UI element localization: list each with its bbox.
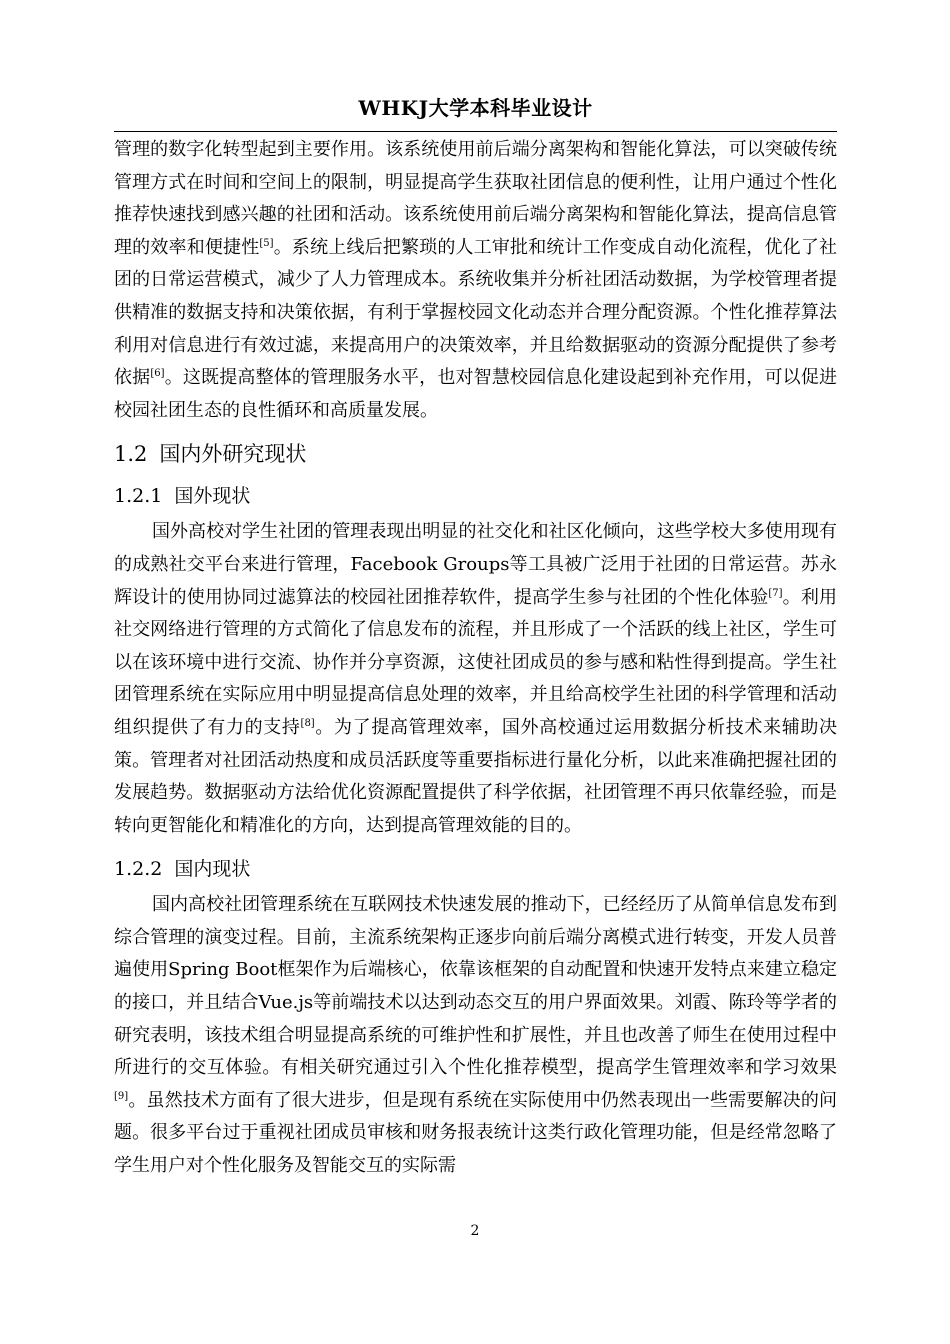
citation-ref: [6]: [150, 368, 165, 380]
section-number: 1.2.1: [114, 485, 163, 508]
paragraph-domestic-status: [114, 889, 837, 1182]
paragraph-text: 管理的数字化转型起到主要作用。该系统使用前后端分离架构和智能化算法，可以突破传统管理方式在时间和空间上的限制，明显提高学生获取社团信息的便利性，让用户通过个性化推荐快速找到感兴趣的社团和活动。该系统使用前后端分离架构和智能化算法，提高信息管理的效率和便捷性: [114, 139, 837, 258]
paragraph-text: 。这既提高整体的管理服务水平，也对智慧校园信息化建设起到补充作用，可以促进校园社团生态的良性循环和高质量发展。: [114, 367, 838, 421]
section-number: 1.2: [114, 442, 148, 467]
header-rule: [114, 131, 837, 132]
paragraph-text: 。系统上线后把繁琐的人工审批和统计工作变成自动化流程，优化了社团的日常运营模式，减少了人力管理成本。系统收集并分析社团活动数据，为学校管理者提供精准的数据支持和决策依据，有利于掌握校园文化动态并合理分配资源。个性化推荐算法利用对信息进行有效过滤，来提高用户的决策效率，并且给数据驱动的资源分配提供了参考依据: [114, 236, 838, 389]
page-header-title: WHKJ大学本科毕业设计: [358, 96, 593, 120]
paragraph-text: 。虽然技术方面有了很大进步，但是现有系统在实际使用中仍然表现出一些需要解决的问题。很多平台过于重视社团成员审核和财务报表统计这类行政化管理功能，但是经常忽略了学生用户对个性化服务及智能交互的实际需: [114, 1089, 837, 1177]
section-heading-1-2-2: [114, 855, 837, 883]
citation-ref: [7]: [768, 587, 783, 599]
paragraph-text: 国外高校对学生社团的管理表现出明显的社交化和社区化倾向，这些学校大多使用现有的成熟社交平台来进行管理，Facebook Groups等工具被广泛用于社团的日常运营。苏永辉设计的使用协同过滤算法的校园社团推荐软件，提高学生参与社团的个性化体验: [114, 521, 837, 608]
section-title: 国内现状: [174, 858, 251, 881]
section-title: 国内外研究现状: [159, 442, 307, 467]
page-content: [114, 134, 837, 1183]
paragraph-text: 国内高校社团管理系统在互联网技术快速发展的推动下，已经经历了从简单信息发布到综合管理的演变过程。目前，主流系统架构正逐步向前后端分离模式进行转变，开发人员普遍使用Spring Boot框架作为后端核心，依靠该框架的自动配置和快速开发特点来建立稳定的接口，并且结合Vue.js等前端技术以达到动态交互的用户界面效果。刘霞、陈玲等学者的研究表明，该技术组合明显提高系统的可维护性和扩展性，并且也改善了师生在使用过程中所进行的交互体验。有相关研究通过引入个性化推荐模型，提高学生管理效率和学习效果: [114, 894, 837, 1079]
paragraph-foreign-status: [114, 516, 837, 842]
citation-ref: [8]: [300, 717, 315, 729]
section-number: 1.2.2: [114, 858, 163, 881]
citation-ref: [5]: [259, 237, 274, 249]
section-title: 国外现状: [174, 485, 251, 508]
section-heading-1-2: [114, 439, 837, 469]
paragraph-text: 。为了提高管理效率，国外高校通过运用数据分析技术来辅助决策。管理者对社团活动热度和成员活跃度等重要指标进行量化分析，以此来准确把握社团的发展趋势。数据驱动方法给优化资源配置提供了科学依据，社团管理不再只依靠经验，而是转向更智能化和精准化的方向，达到提高管理效能的目的。: [114, 716, 838, 836]
section-heading-1-2-1: [114, 482, 837, 510]
paragraph-intro-continued: [114, 134, 837, 427]
page-number: 2: [470, 1223, 480, 1239]
paragraph-text: 。利用社交网络进行管理的方式简化了信息发布的流程，并且形成了一个活跃的线上社区，学生可以在该环境中进行交流、协作并分享资源，这使社团成员的参与感和粘性得到提高。学生社团管理系统在实际应用中明显提高信息处理的效率，并且给高校学生社团的科学管理和活动组织提供了有力的支持: [114, 586, 838, 738]
citation-ref: [9]: [114, 1090, 129, 1102]
